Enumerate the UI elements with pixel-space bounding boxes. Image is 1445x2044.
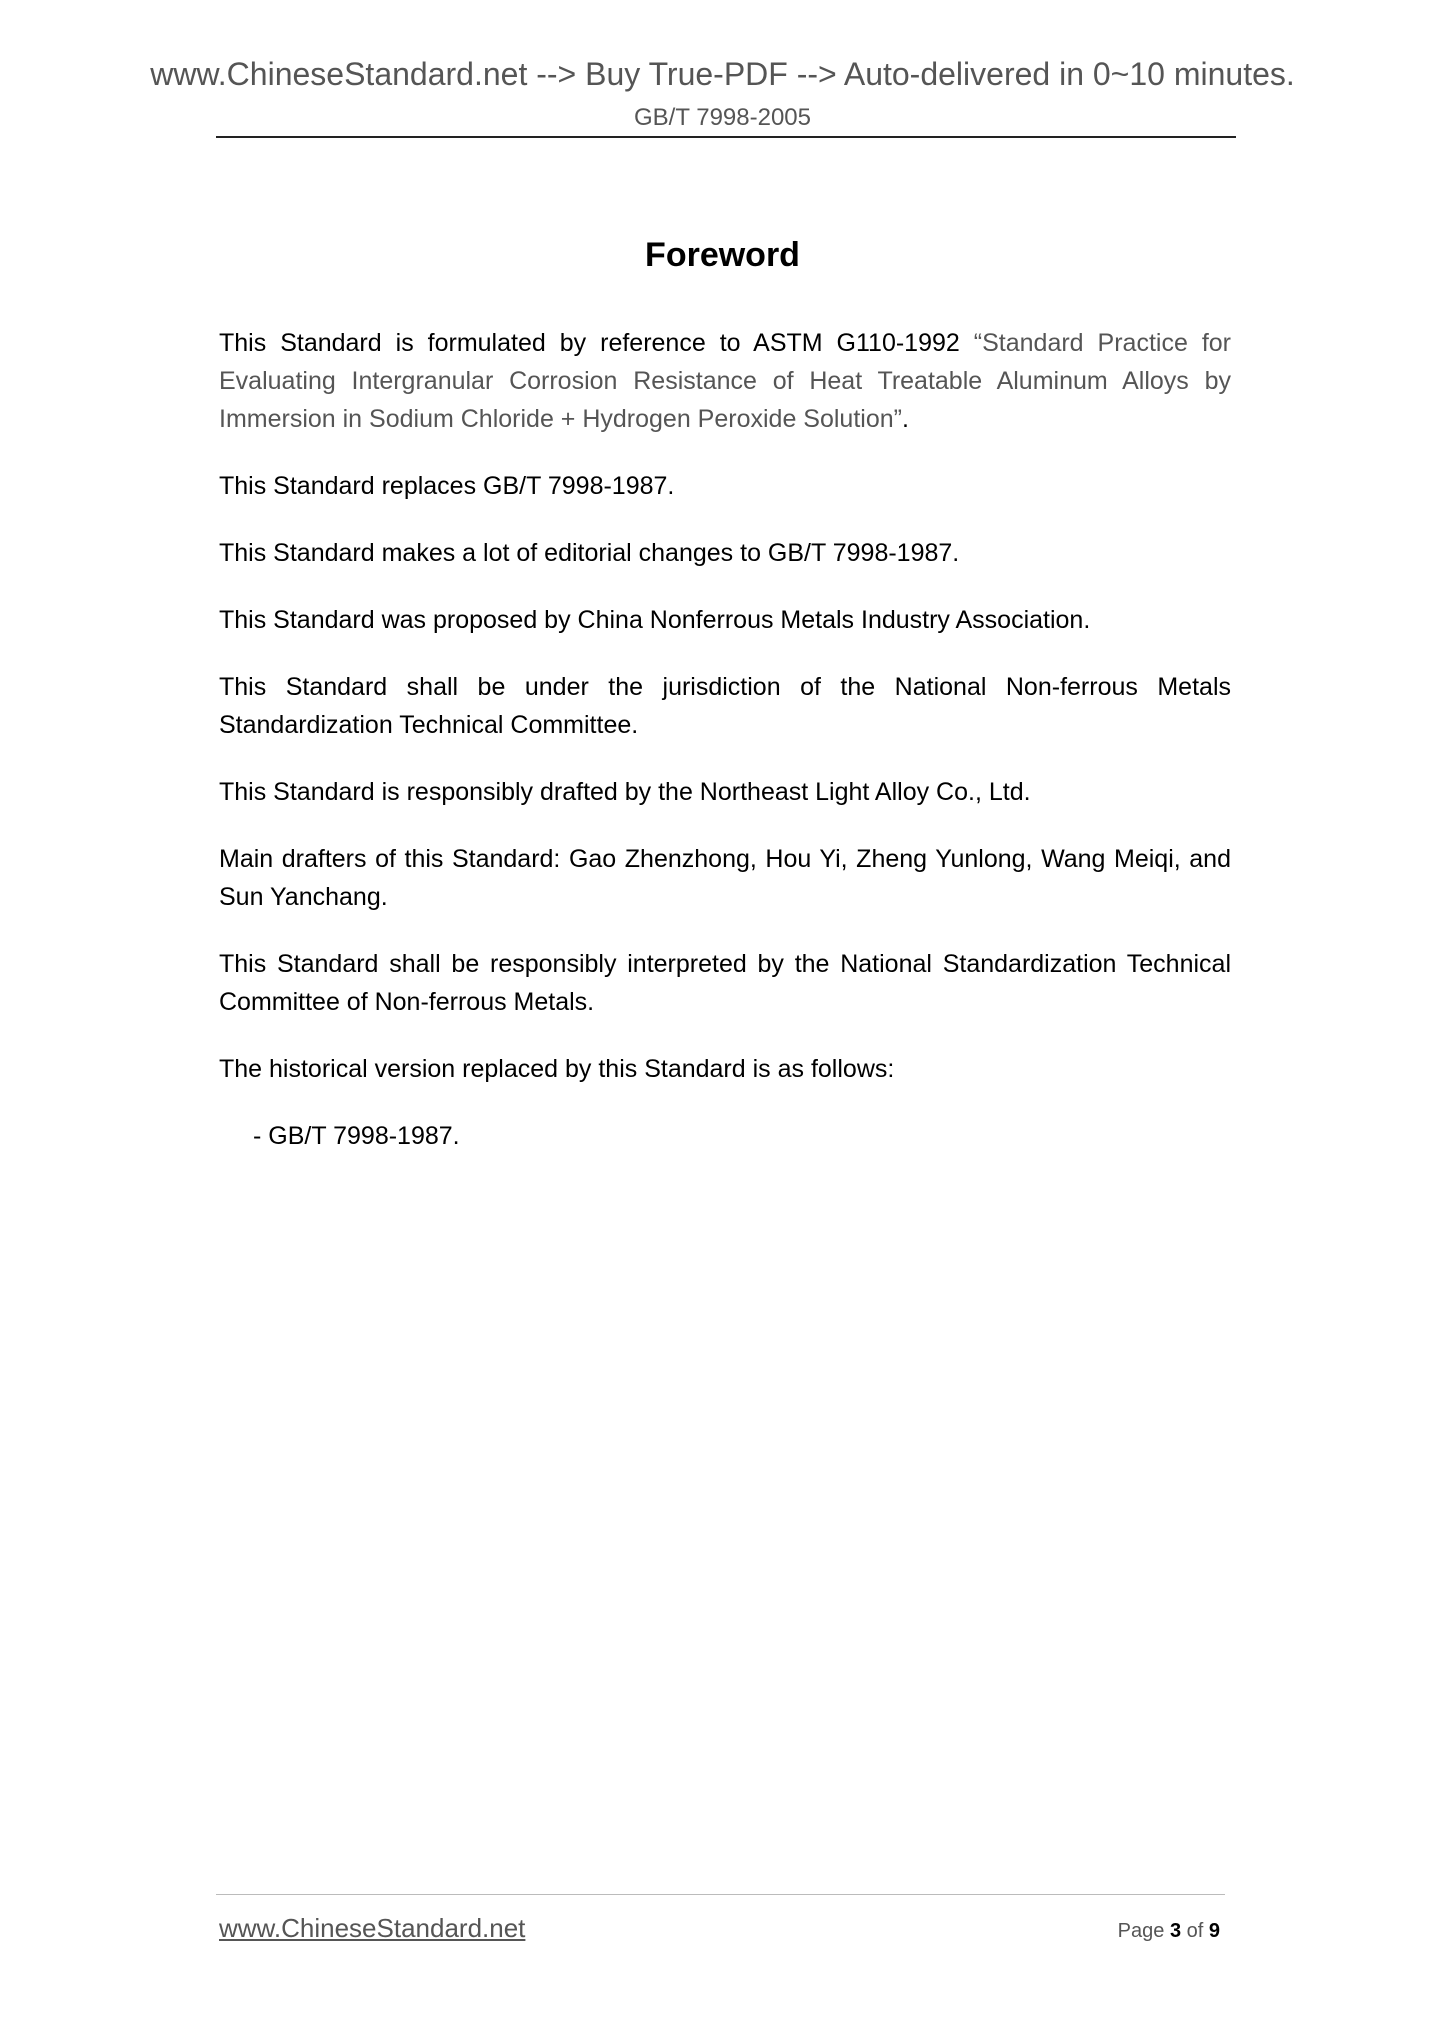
header-divider — [216, 136, 1236, 138]
page-label: Page — [1117, 1920, 1165, 1942]
paragraph-reference-start: This Standard is formulated by reference to ASTM G110-1992 — [219, 329, 974, 357]
paragraph-reference-end: . — [901, 405, 909, 433]
page-current: 3 — [1169, 1920, 1182, 1942]
footer-site-link[interactable]: www.ChineseStandard.net — [219, 1913, 526, 1943]
paragraph-drafted: This Standard is responsibly drafted by the Northeast Light Alloy Co., Ltd. — [219, 778, 1031, 806]
page-title: Foreword — [645, 236, 800, 274]
paragraph-history: The historical version replaced by this Standard is as follows: — [219, 1055, 895, 1083]
paragraph-interpreted: This Standard shall be responsibly interpreted by the National Standardization Technical Committee of Non-ferrous Metals. — [219, 950, 1231, 1016]
paragraph-reference — [219, 324, 1231, 438]
page-of: of — [1186, 1920, 1204, 1942]
foreword-body — [219, 324, 1231, 1184]
standard-code: GB/T 7998-2005 — [633, 104, 811, 131]
paragraph-jurisdiction: This Standard shall be under the jurisdiction of the National Non-ferrous Metals Standardization Technical Committee. — [219, 673, 1231, 739]
site-banner: www.ChineseStandard.net --> Buy True-PDF --> Auto-delivered in 0~10 minutes. — [150, 56, 1295, 92]
paragraph-drafters: Main drafters of this Standard: Gao Zhenzhong, Hou Yi, Zheng Yunlong, Wang Meiqi, and Sun Yanchang. — [219, 845, 1231, 911]
page-total: 9 — [1208, 1920, 1220, 1942]
page-number — [1118, 1921, 1220, 1941]
paragraph-proposed: This Standard was proposed by China Nonferrous Metals Industry Association. — [219, 606, 1091, 634]
paragraph-replaces: This Standard replaces GB/T 7998-1987. — [219, 472, 675, 500]
referenced-standard-title: “Standard Practice for Evaluating Intergranular Corrosion Resistance of Heat Treatable Aluminum Alloys by Immersion in Sodium Chloride + Hydrogen Peroxide Solution” — [219, 329, 1231, 433]
history-list-item: - GB/T 7998-1987. — [253, 1122, 460, 1150]
paragraph-changes: This Standard makes a lot of editorial changes to GB/T 7998-1987. — [219, 539, 960, 567]
footer-divider — [216, 1894, 1225, 1895]
